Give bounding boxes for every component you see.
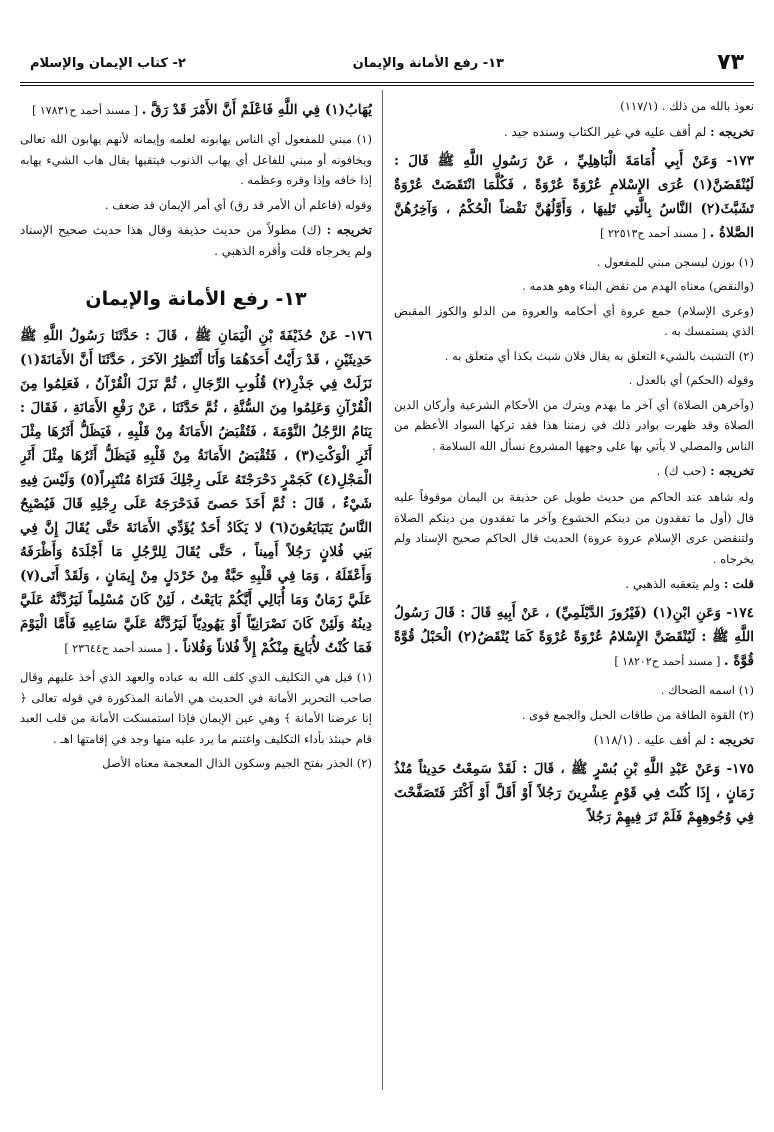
paragraph-text: (١) اسمه الضحاك .: [660, 683, 754, 697]
paragraph-text: يُهَابُ(١) فِي اللَّهِ فَاعْلَمْ أَنَّ الأَمْرَ قَدْ رَقَّ .: [141, 102, 372, 118]
paragraph-text: (٢) القوة الطاقة من طاقات الحبل والجمع قوى .: [521, 707, 754, 722]
page-header: [20, 50, 754, 80]
hadith-text: [394, 601, 754, 674]
source-reference: [ مسند أحمد ح١٨٢٠٢ ]: [614, 655, 724, 668]
paragraph-text: ١٧٤- وَعَنِ ابْنِ(١) (فَيْرُوزَ الدَّيْلَمِيِّ) ، عَنْ أَبِيهِ قَالَ : قَالَ رَسُولُ اللَّهِ ﷺ : لَيُنْقَضَنَّ الإِسْلامُ عُرْوَةً عُرْوَةً كَمَا يُنْقَضُ(٢) الْحَبْلُ قُوَّةً قُوَّةً .: [394, 605, 754, 669]
hadith-text: [20, 324, 372, 661]
paragraph-text: (ك) مطولاً من حديث حذيفة وقال هذا حديث صحيح الإسناد ولم يخرجاه قلت وأقره الذهبي .: [20, 223, 372, 258]
footnote: [394, 487, 754, 569]
footnote: [394, 96, 754, 117]
paragraph-text: وقوله (الحكم) أي بالعدل .: [628, 373, 754, 387]
paragraph-text: (حب ك) .: [656, 464, 711, 478]
footnote: [394, 680, 754, 701]
source-reference: [ مسند أحمد ح١٧٨٣١ ]: [32, 104, 142, 117]
header-rule: [20, 82, 754, 83]
paragraph-text: (١) مبني للمفعول أي الناس يهابونه لعلمه وإيمانه لأنهم يهابون الله تعالى ويخافونه أو مبني للفاعل أي يهاب الذنوب فيتقيها يقال هاب الشيء يهابه إذا خافه وإذا وقره وعظمه .: [20, 132, 372, 187]
takhrij-label: تخريجه :: [710, 124, 754, 139]
takhrij-label: تخريجه :: [326, 223, 372, 237]
paragraph-text: (١) بوزن ليسجن مبني للمفعول .: [596, 254, 754, 269]
paragraph-text: (١) قيل هي التكليف الذي كلف الله به عباده والعهد الذي أخذ عليهم وقال صاحب التحرير الأمانة في الحديث هي الأمانة المذكورة في قوله تعالى ﴿ إنا عرضنا الأمانة ﴾ وهي عين الإيمان فإذا استمسكت الأمانة من قلب العبد قام حينئذ بأداء التكليف واغتنم ما يرد عليه منها وجد في إقامتها اهـ .: [20, 670, 372, 746]
footnote: [394, 370, 754, 391]
paragraph-text: وله شاهد عند الحاكم من حديث طويل عن حذيفة بن اليمان موقوفاً عليه قال (أول ما تفقدون من دينكم الخشوع وآخر ما تفقدون من دينكم الصلاة ولتنقضن عرى الإسلام عروة عروة) الحديث قال الحاكم صحيح الإسناد ولم يخرجاه .: [394, 490, 754, 566]
paragraph-text: ١٧٦- عَنْ حُذَيْفَةَ بْنِ الْيَمَانِ ﷺ ، قَالَ : حَدَّثَنَا رَسُولُ اللَّهِ ﷺ حَدِيثَيْنِ ، قَدْ رَأَيْتُ أَحَدَهُمَا وَأَنَا أَنْتَظِرُ الآخَرَ ، حَدَّثَنَا أَنَّ الأَمَانَةَ(١) نَزَلَتْ فِي جَذْرِ(٢) قُلُوبِ الرِّجَالِ ، ثُمَّ نَزَلَ الْقُرْآنُ ، فَعَلِمُوا مِنَ الْقُرْآنِ وَعَلِمُوا مِنَ السُّنَّةِ ، ثُمَّ حَدَّثَنَا ، عَنْ رَفْعِ الأَمَانَةِ ، فَقَالَ : يَنَامُ الرَّجُلُ النَّوْمَةَ ، فَتُقْبَضُ الأَمَانَةُ مِنْ قَلْبِهِ ، فَيَظَلُّ أَثَرُهَا مِثْلَ أَثَرِ الْوَكْتِ(٣) ، فَتُقْبَضُ الأَمَانَةُ مِنْ قَلْبِهِ فَيَظَلُّ أَثَرُهَا مِثْلَ أَثَرِ الْمَجْلِ(٤) كَجَمْرٍ دَحْرَجْتَهُ عَلَى رِجْلِكَ فَتَرَاهُ مُنْتَبِراً(٥) وَلَيْسَ فِيهِ شَيْءٌ ، قَالَ : ثُمَّ أَخَذَ حَصىً فَدَحْرَجَهُ عَلَى رِجْلِهِ قَالَ فَيُصْبِحُ النَّاسُ يَتَبَايَعُونَ(٦) لا يَكَادُ أَحَدٌ يُؤَدِّي الأَمَانَةَ حَتَّى يُقَالَ إِنَّ فِي بَنِي فُلانٍ رَجُلاً أَمِيناً ، حَتَّى يُقَالَ لِلرَّجُلِ مَا أَجْلَدَهُ وَأَظْرَفَهُ وَأَعْقَلَهُ ، وَمَا فِي قَلْبِهِ حَبَّةٌ مِنْ خَرْدَلٍ مِنْ إِيمَانٍ ، وَلَقَدْ أَتَى(٧) عَلَيَّ زَمَانٌ وَمَا أُبَالِي أَيَّكُمْ بَايَعْتُ ، لَئِنْ كَانَ مُسْلِماً لَيَرُدَّنَّهُ عَلَيَّ دِينُهُ وَلَئِنْ كَانَ نَصْرَانِيّاً أَوْ يَهُودِيّاً لَيَرُدَّنَّهُ عَلَيَّ سَاعِيهِ فَأَمَّا الْيَوْمَ فَمَا كُنْتُ لأُبَايِعَ مِنْكُمْ إِلاَّ فُلاناً وَفُلاناً .: [20, 328, 372, 656]
paragraph-text: لم أقف عليه في غير الكتاب وسنده جيد .: [503, 124, 711, 139]
footnote: [394, 252, 754, 273]
footnote: [394, 301, 754, 342]
footnote: [20, 667, 372, 749]
paragraph-text: وقوله (فاعلم أن الأمر قد رق) أي أمر الإيمان قد ضعف .: [104, 197, 372, 212]
running-book-title: ٢- كتاب الإيمان والإسلام: [30, 56, 186, 71]
paragraph-text: نعوذ بالله من ذلك . (١١٧/١): [620, 99, 754, 113]
footnote: [394, 276, 754, 297]
source-reference: [ مسند أحمد ح٢٢٥١٣ ]: [600, 226, 710, 240]
footnote: [394, 395, 754, 457]
paragraph-text: (وعرى الإسلام) جمع عروة أي أحكامه والعروة من الدلو والكوز المقبض الذي يستمسك به .: [394, 303, 754, 338]
footnote: [20, 753, 372, 774]
takhrij-label: تخريجه :: [710, 733, 754, 747]
paragraph-text: ١٧٣- وَعَنْ أَبِي أُمَامَةَ الْبَاهِلِيِّ ، عَنْ رَسُولِ اللَّهِ ﷺ قَالَ : لَيُنْقَضَنَّ(١) عُرَى الإِسْلامِ عُرْوَةً عُرْوَةً ، فَكُلَّمَا انْتَقَضَتْ عُرْوَةٌ تَشَبَّثَ(٢) النَّاسُ بِالَّتِي تَلِيهَا ، وَأَوَّلُهُنَّ نَقْضاً الْحُكْمُ ، وَآخِرُهُنَّ الصَّلاةُ .: [394, 152, 754, 241]
hadith-text: [394, 149, 754, 246]
section-heading: ١٣- رفع الأمانة والإيمان: [85, 288, 307, 310]
footnote: [394, 346, 754, 367]
paragraph-text: (٢) التشبث بالشيء التعلق به يقال فلان شبث بكذا أي متعلق به .: [444, 348, 754, 363]
paragraph-text: لم أقف عليه . (١١٨/١): [593, 733, 711, 747]
paragraph-text: (والنقض) معناه الهدم من نقض البناء وهو هدمه .: [522, 279, 754, 293]
running-section-title: ١٣- رفع الأمانة والإيمان: [352, 56, 504, 71]
takhrij-label: تخريجه :: [710, 464, 754, 478]
hadith-text: [20, 98, 372, 123]
footnote: [20, 195, 372, 216]
page-number: ٧٣: [717, 50, 744, 75]
paragraph-text: (٢) الجذر بفتح الجيم وسكون الذال المعجمة معناه الأصل: [102, 756, 372, 770]
footnote: [394, 705, 754, 726]
takhrij-label: قلت :: [723, 577, 754, 591]
right-column: [394, 92, 754, 835]
takhrij-note: [394, 574, 754, 595]
header-rule-thin: [20, 85, 754, 86]
takhrij-note: [394, 461, 754, 482]
column-separator: [382, 90, 383, 1090]
paragraph-text: ولم يتعقبه الذهبي .: [625, 577, 724, 591]
takhrij-note: [394, 730, 754, 751]
hadith-text: [394, 757, 754, 829]
left-column: [20, 92, 372, 778]
paragraph-text: (وآخرهن الصلاة) أي آخر ما يهدم ويترك من الأحكام الشرعية وأركان الدين الصلاة وقد ظهرت بوادر ذلك في زمننا هذا فقد تركها السواد الأعظم من الناس والمصلي لا يأتي بها على وجهها المشروع نسأل الله السلامة .: [394, 397, 754, 453]
paragraph-text: ١٧٥- وَعَنْ عَبْدِ اللَّهِ بْنِ بُسْرٍ ﷺ ، قَالَ : لَقَدْ سَمِعْتُ حَدِيثاً مُنْذُ زَمَانٍ ، إِذَا كُنْتَ فِي قَوْمٍ عِشْرِينَ رَجُلاً أَوْ أَقَلَّ أَوْ أَكْثَرَ فَتَصَفَّحْتَ فِي وُجُوهِهِمْ فَلَمْ تَرَ فِيهِمْ رَجُلاً: [394, 761, 754, 825]
footnote: [20, 129, 372, 191]
takhrij-note: [394, 122, 754, 143]
source-reference: [ مسند أحمد ح٢٣٦٤٤ ]: [64, 642, 174, 655]
takhrij-note: [20, 220, 372, 262]
